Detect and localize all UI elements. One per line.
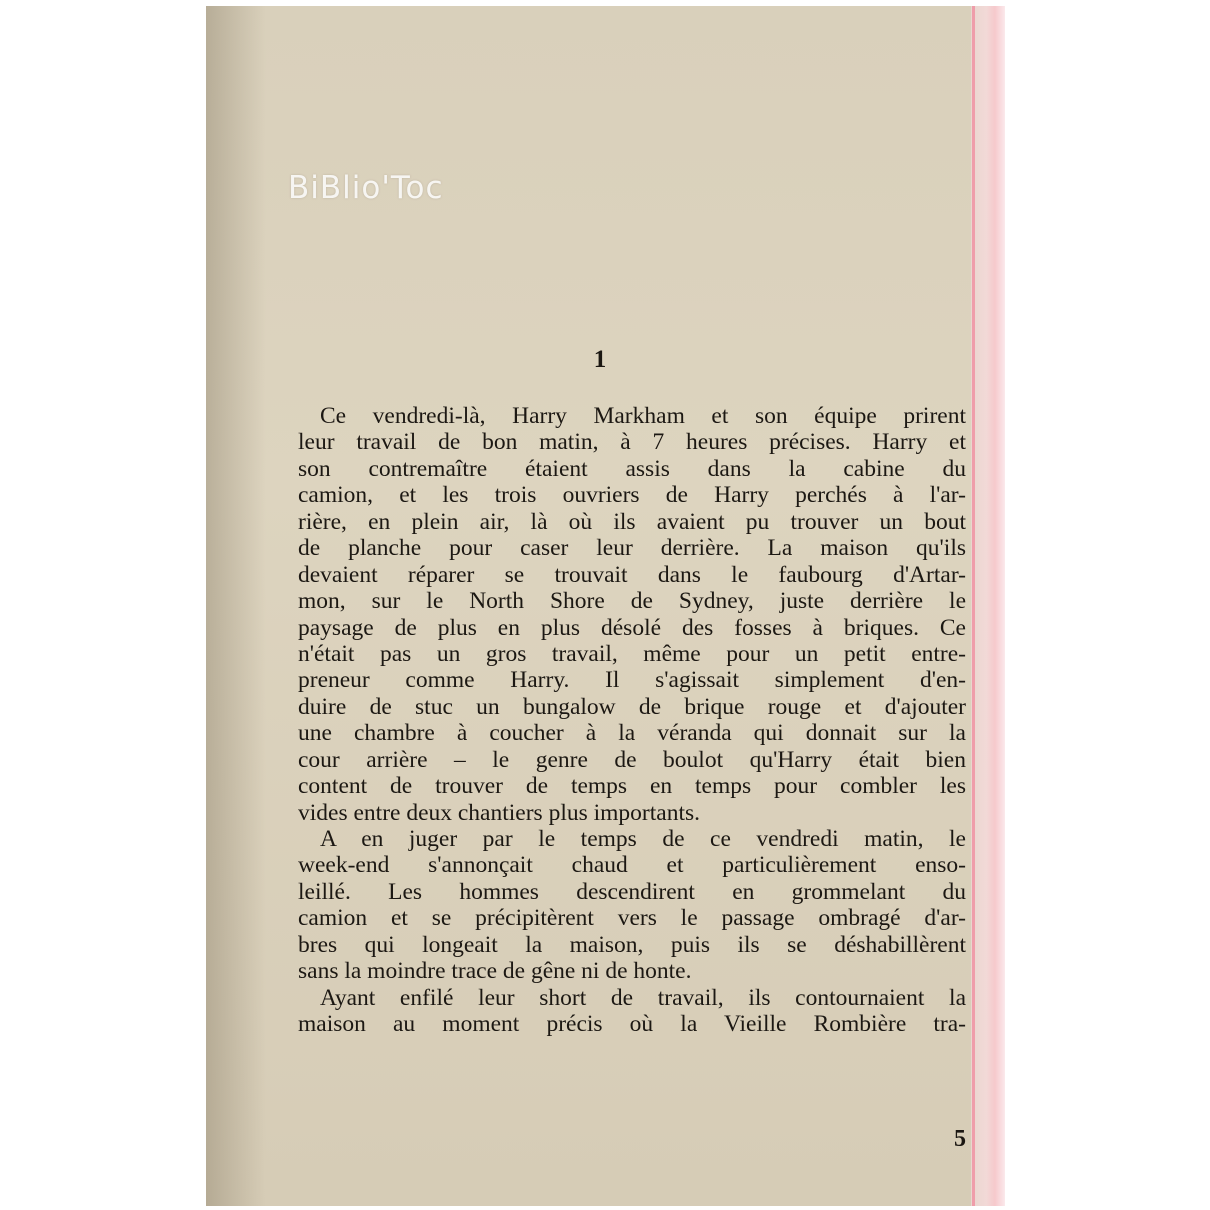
body-text <box>298 403 966 1038</box>
text-line: cour arrière – le genre de boulot qu'Harry était bien <box>298 746 966 773</box>
book-page-photo <box>206 6 1005 1206</box>
text-line: devaient réparer se trouvait dans le faubourg d'Artar- <box>298 561 966 588</box>
text-line: rière, en plein air, là où ils avaient pu trouver un bout <box>298 508 966 535</box>
text-line: A en juger par le temps de ce vendredi matin, le <box>320 826 966 852</box>
text-line: maison au moment précis où la Vieille Rombière tra- <box>298 1011 966 1038</box>
text-line: week-end s'annonçait chaud et particulièrement enso- <box>298 852 966 879</box>
text-line: paysage de plus en plus désolé des fosses à briques. Ce <box>298 614 966 641</box>
text-line: Ayant enfilé leur short de travail, ils contournaient la <box>320 984 966 1011</box>
text-line: camion, et les trois ouvriers de Harry perchés à l'ar- <box>298 482 966 509</box>
watermark-logo: BiBlio'Toc <box>288 170 444 206</box>
cover-edge-line <box>972 6 975 1206</box>
text-line: son contremaître étaient assis dans la cabine du <box>298 455 966 482</box>
text-line: camion et se précipitèrent vers le passage ombragé d'ar- <box>298 905 966 932</box>
book-cover-edge <box>971 6 1005 1206</box>
text-line: sans la moindre trace de gêne ni de honte. <box>298 958 692 985</box>
page-number: 5 <box>954 1126 966 1152</box>
text-line: une chambre à coucher à la véranda qui donnait sur la <box>298 720 966 747</box>
text-line: vides entre deux chantiers plus importants. <box>298 799 701 826</box>
text-line: bres qui longeait la maison, puis ils se déshabillèrent <box>298 931 966 958</box>
text-line: preneur comme Harry. Il s'agissait simplement d'en- <box>298 667 966 694</box>
text-line: Ce vendredi-là, Harry Markham et son équipe prirent <box>320 403 966 429</box>
text-line: n'était pas un gros travail, même pour un petit entre- <box>298 640 966 667</box>
text-line: leur travail de bon matin, à 7 heures précises. Harry et <box>298 429 966 456</box>
text-line: duire de stuc un bungalow de brique rouge et d'ajouter <box>298 693 966 720</box>
text-line: mon, sur le North Shore de Sydney, juste derrière le <box>298 588 966 615</box>
page-gutter-shadow <box>206 6 266 1206</box>
chapter-number: 1 <box>593 346 607 373</box>
text-line: leillé. Les hommes descendirent en grommelant du <box>298 878 966 905</box>
text-line: content de trouver de temps en temps pour combler les <box>298 773 966 800</box>
text-line: de planche pour caser leur derrière. La maison qu'ils <box>298 535 966 562</box>
